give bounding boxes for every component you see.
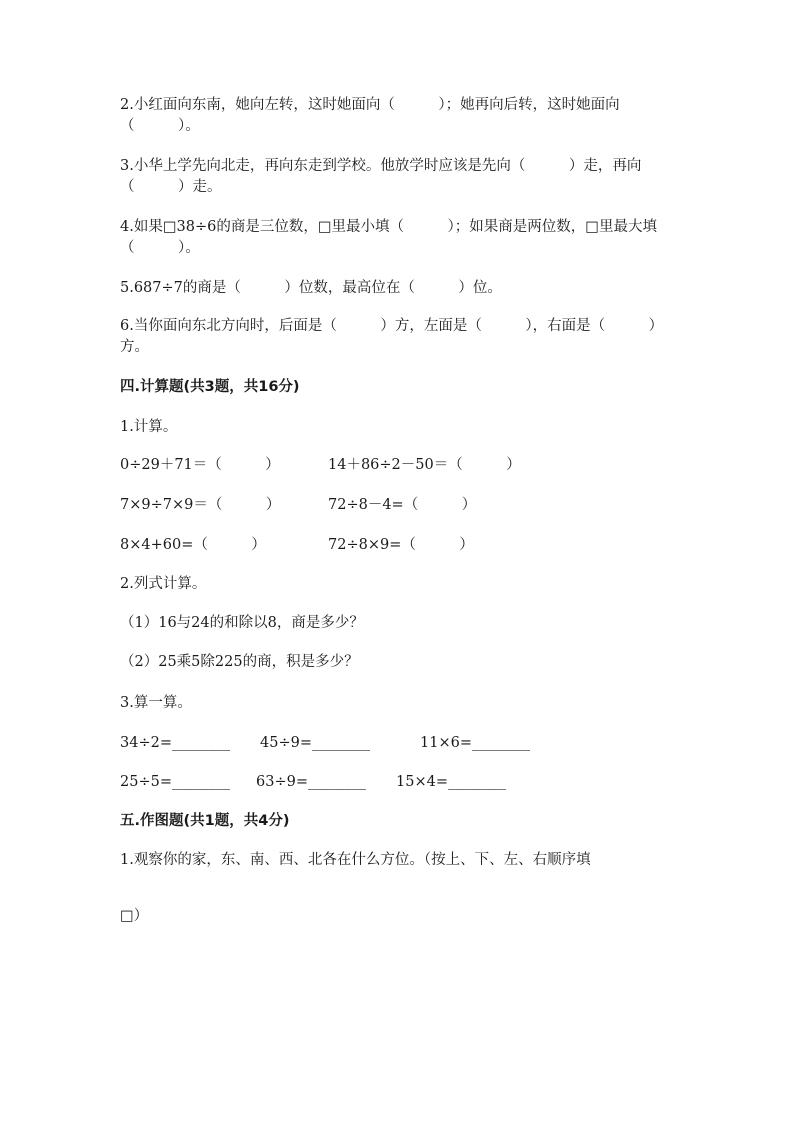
- calc-item: 72÷8×9=（ ）: [328, 537, 474, 553]
- section-4-heading: 四.计算题(共3题，共16分): [120, 379, 300, 395]
- calc-item: 8×4+60=（ ）: [120, 537, 266, 553]
- question-4-1-title: 1.计算。: [120, 419, 178, 435]
- question-5-1-tail: □）: [120, 908, 149, 924]
- arithmetic-blank: 25÷5=________: [120, 774, 230, 790]
- question-3-4: 4.如果□38÷6的商是三位数，□里最小填（ ）；如果商是两位数，□里最大填（ ）。: [120, 219, 658, 256]
- arithmetic-blank: 15×4=________: [396, 774, 506, 790]
- word-problem: （1）16与24的和除以8，商是多少？: [120, 615, 364, 631]
- word-problem: （2）25乘5除225的商，积是多少？: [120, 654, 359, 670]
- arithmetic-blank: 45÷9=________: [260, 735, 370, 751]
- arithmetic-blank: 63÷9=________: [256, 774, 366, 790]
- question-3-2: 2.小红面向东南，她向左转，这时她面向（ ）；她再向后转，这时她面向（ ）。: [120, 97, 620, 134]
- question-5-1: 1.观察你的家，东、南、西、北各在什么方位。（按上、下、左、右顺序填: [120, 852, 591, 868]
- question-4-3-title: 3.算一算。: [120, 695, 192, 711]
- section-5-heading: 五.作图题(共1题，共4分): [120, 813, 290, 829]
- arithmetic-blank: 11×6=________: [420, 735, 530, 751]
- arithmetic-blank: 34÷2=________: [120, 735, 230, 751]
- calc-item: 0÷29＋71＝（ ）: [120, 457, 280, 473]
- calc-item: 7×9÷7×9＝（ ）: [120, 497, 281, 513]
- question-3-6: 6.当你面向东北方向时，后面是（ ）方，左面是（ ），右面是（ ）方。: [120, 318, 664, 355]
- question-3-3: 3.小华上学先向北走，再向东走到学校。他放学时应该是先向（ ）走，再向（ ）走。: [120, 158, 642, 195]
- question-3-5: 5.687÷7的商是（ ）位数，最高位在（ ）位。: [120, 280, 502, 296]
- calc-item: 72÷8－4=（ ）: [328, 497, 477, 513]
- question-4-2-title: 2.列式计算。: [120, 576, 207, 592]
- calc-item: 14＋86÷2－50＝（ ）: [328, 457, 521, 473]
